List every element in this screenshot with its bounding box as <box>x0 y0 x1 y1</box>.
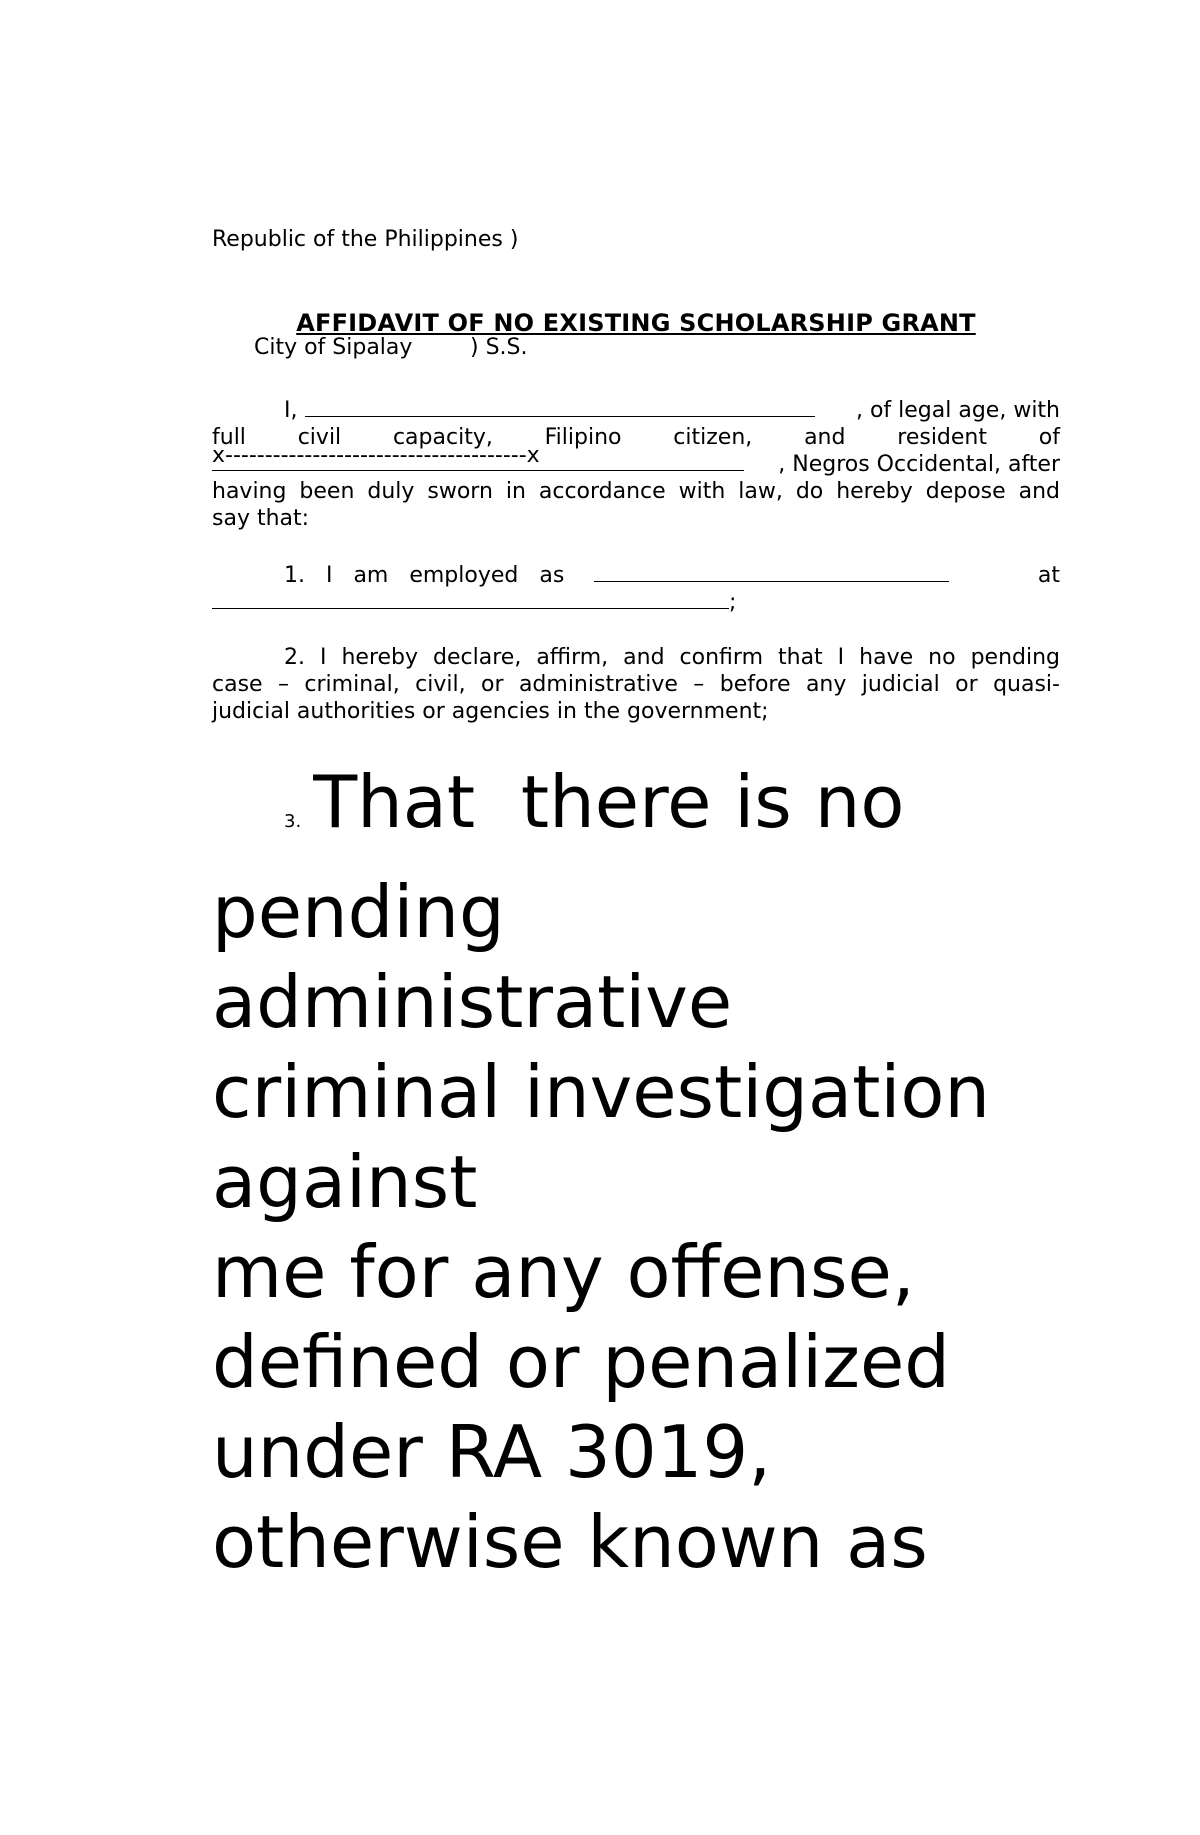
item-1-line-2 <box>212 589 1060 616</box>
document-title: AFFIDAVIT OF NO EXISTING SCHOLARSHIP GRANT <box>296 309 976 337</box>
intro-line-5: say that: <box>212 506 310 531</box>
item-2-line-3: judicial authorities or agencies in the government; <box>212 699 769 724</box>
item-3-paragraph <box>212 757 1082 1587</box>
item-1-paragraph <box>212 562 1060 616</box>
intro-line-1 <box>212 397 1060 424</box>
venue-separator: x--------------------------------------x <box>212 443 540 468</box>
employer-blank-field[interactable] <box>212 590 729 609</box>
intro-after-residence: , Negros Occidental, after <box>778 452 1060 477</box>
item-3-line-6: me for any offense, <box>212 1230 915 1314</box>
intro-prefix: I, <box>284 398 298 423</box>
item-3-line-1 <box>212 757 1082 867</box>
name-blank-field[interactable] <box>305 398 815 417</box>
venue-city: City of Sipalay <box>253 335 413 360</box>
item-1-prefix: 1. I am employed as <box>284 563 565 588</box>
item-1-at: at <box>1037 563 1060 588</box>
item-3-line-9: otherwise known as <box>212 1500 928 1584</box>
item-3-line-7: defined or penalized <box>212 1320 950 1404</box>
item-1-line-1 <box>212 562 1060 589</box>
item-1-end: ; <box>729 590 737 615</box>
item-3-line-8: under RA 3019, <box>212 1410 772 1494</box>
intro-line-2: full civil capacity, Filipino citizen, and resident of <box>212 425 1060 450</box>
item-2-line-1: 2. I hereby declare, affirm, and confirm that I have no pending <box>284 645 1060 670</box>
item-3-line-2: pending <box>212 870 505 954</box>
item-3-line-5: against <box>212 1140 478 1224</box>
item-2-paragraph <box>212 644 1060 725</box>
employment-blank-field[interactable] <box>594 563 949 582</box>
item-3-number: 3. <box>284 811 302 832</box>
venue-ss: ) S.S. <box>470 335 528 360</box>
venue-country: Republic of the Philippines ) <box>212 227 519 252</box>
item-3-line-3: administrative <box>212 960 733 1044</box>
intro-after-name: , of legal age, with <box>855 398 1060 423</box>
intro-line-4: having been duly sworn in accordance with law, do hereby depose and <box>212 479 1060 504</box>
intro-line-3 <box>212 451 1060 478</box>
item-2-line-2: case – criminal, civil, or administrative – before any judicial or quasi- <box>212 672 1060 697</box>
intro-paragraph <box>212 397 1060 532</box>
item-3-line-text: That there is no <box>313 760 905 844</box>
item-3-line-4: criminal investigation <box>212 1050 991 1134</box>
residence-blank-field[interactable] <box>212 452 744 471</box>
